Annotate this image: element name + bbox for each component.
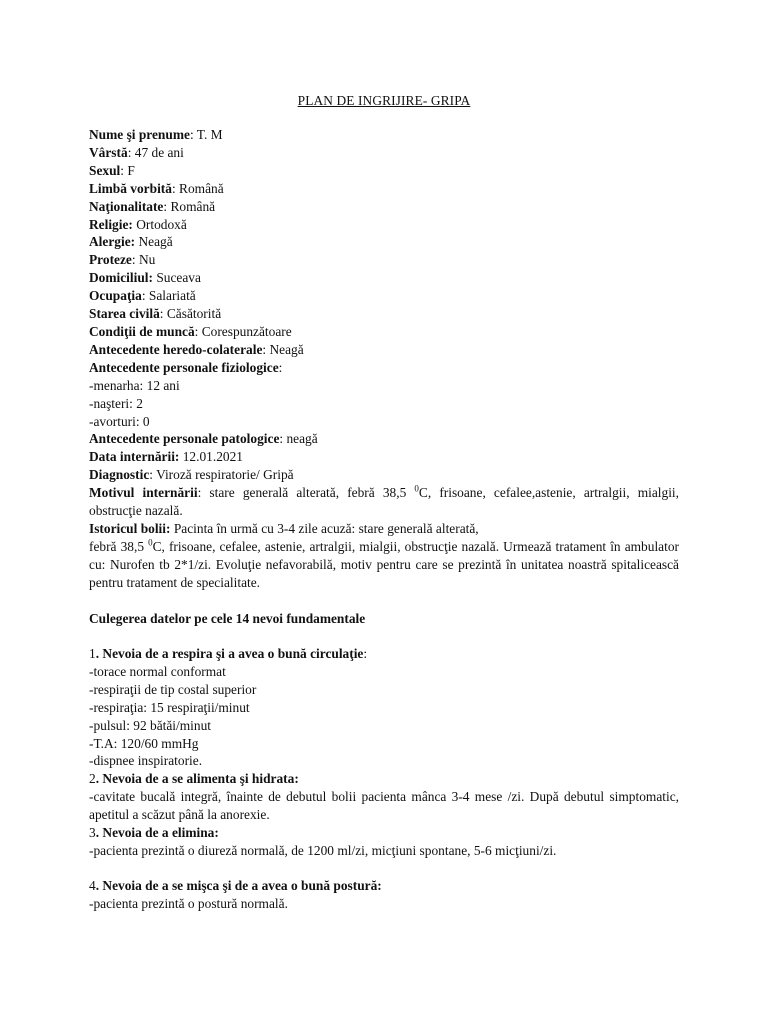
prosthesis-row xyxy=(89,251,679,269)
age-row xyxy=(89,144,679,162)
allergy-row xyxy=(89,233,679,251)
history-line1: Pacinta în urmă cu 3-4 zile acuză: stare generală alterată, xyxy=(170,520,479,536)
diagnosis-label: Diagnostic xyxy=(89,467,150,483)
history-label: Istoricul bolii: xyxy=(89,520,171,536)
need-number: 2 xyxy=(89,771,96,787)
occupation-value: : Salariată xyxy=(141,288,196,304)
admission-date-label: Data internării: xyxy=(89,449,180,465)
degree-superscript: 0 xyxy=(148,537,153,548)
history-line xyxy=(89,520,679,538)
civil-status-row xyxy=(89,305,679,323)
needs-heading xyxy=(89,610,679,628)
religion-row xyxy=(89,216,679,234)
need-2-text: -cavitate bucală integră, înainte de debutul bolii pacienta mânca 3-4 mese /zi. După debutul simptomatic, apetitul a scăzut până la anorexie. xyxy=(89,789,679,823)
history-line2-pre: febră 38,5 xyxy=(89,538,149,554)
hereditary-label: Antecedente heredo-colaterale xyxy=(89,341,263,357)
pathological-row xyxy=(89,430,679,448)
civil-status-value: : Căsătorită xyxy=(159,306,222,322)
religion-value: Ortodoxă xyxy=(132,216,187,232)
diagnosis-value: : Viroză respiratorie/ Gripă xyxy=(149,467,294,483)
need-4-title xyxy=(89,877,679,895)
religion-label: Religie: xyxy=(89,216,133,232)
needs-heading-text: Culegerea datelor pe cele 14 nevoi fundamentale xyxy=(89,611,366,626)
work-conditions-value: : Corespunzătoare xyxy=(194,323,292,339)
need-item: -pulsul: 92 bătăi/minut xyxy=(89,717,211,733)
nationality-value: : Română xyxy=(163,198,216,214)
need-label: . Nevoia de a respira şi a avea o bună circulaţie xyxy=(95,646,364,661)
need-1-title xyxy=(89,645,679,663)
need-4 xyxy=(89,877,679,913)
physiological-label: Antecedente personale fiziologice xyxy=(89,359,279,375)
need-suffix: : xyxy=(363,646,368,661)
need-number: 4 xyxy=(89,878,96,893)
age-value: : 47 de ani xyxy=(127,144,184,160)
reason-value-post: C, frisoane, cefalee,astenie, artralgii, mialgii, obstrucţie nazală. xyxy=(89,485,679,519)
reason-value-pre: : stare generală alterată, febră 38,5 xyxy=(197,485,415,501)
needs-heading-block xyxy=(89,610,679,628)
prosthesis-label: Proteze xyxy=(89,252,132,268)
pathological-label: Antecedente personale patologice xyxy=(89,431,280,447)
need-1 xyxy=(89,645,679,860)
reason-label: Motivul internării xyxy=(89,485,198,501)
name-value: : T. M xyxy=(189,127,223,142)
sex-row xyxy=(89,162,679,180)
need-item: -torace normal conformat xyxy=(89,663,226,679)
need-number: 3 xyxy=(89,825,96,841)
need-label: . Nevoia de a elimina: xyxy=(95,825,219,841)
physio-item: -naşteri: 2 xyxy=(89,395,143,411)
need-label: . Nevoia de a se alimenta şi hidrata: xyxy=(95,771,299,787)
diagnosis-row xyxy=(89,466,679,484)
need-item: -respiraţii de tip costal superior xyxy=(89,681,257,697)
nationality-label: Naţionalitate xyxy=(89,198,164,214)
admission-date-value: 12.01.2021 xyxy=(179,449,243,465)
physio-item: -menarha: 12 ani xyxy=(89,377,180,393)
need-3-title xyxy=(89,824,679,842)
sex-value: : F xyxy=(120,162,135,178)
occupation-label: Ocupaţia xyxy=(89,288,142,304)
need-3-text: -pacienta prezintă o diureză normală, de 1200 ml/zi, micţiuni spontane, 5-6 micţiuni/zi. xyxy=(89,842,557,858)
need-2-title xyxy=(89,770,679,788)
language-row xyxy=(89,180,679,198)
pathological-value: : neagă xyxy=(279,431,318,447)
hereditary-value: : Neagă xyxy=(262,341,304,357)
allergy-value: Neagă xyxy=(135,234,173,250)
domicile-value: Suceava xyxy=(152,270,201,286)
need-item: -dispnee inspiratorie. xyxy=(89,753,203,769)
name-row xyxy=(89,126,679,144)
hereditary-row xyxy=(89,341,679,359)
work-conditions-row xyxy=(89,323,679,341)
domicile-row xyxy=(89,269,679,287)
physiological-value: : xyxy=(278,359,283,375)
admission-date-row xyxy=(89,448,679,466)
name-label: Nume şi prenume xyxy=(89,127,190,142)
language-label: Limbă vorbită xyxy=(89,180,172,196)
need-4-text: -pacienta prezintă o postură normală. xyxy=(89,895,288,911)
page-title: PLAN DE INGRIJIRE- GRIPA xyxy=(297,93,471,108)
physio-item: -avorturi: 0 xyxy=(89,413,150,429)
physiological-row xyxy=(89,359,679,377)
need-label: . Nevoia de a se mişca şi de a avea o bună postură: xyxy=(95,878,382,893)
prosthesis-value: : Nu xyxy=(131,252,156,268)
need-item: -T.A: 120/60 mmHg xyxy=(89,735,199,751)
civil-status-label: Starea civilă xyxy=(89,306,160,322)
sex-label: Sexul xyxy=(89,162,121,178)
history-paragraph xyxy=(89,538,679,592)
need-number: 1 xyxy=(89,646,96,661)
occupation-row xyxy=(89,287,679,305)
language-value: : Română xyxy=(171,180,224,196)
allergy-label: Alergie: xyxy=(89,234,136,250)
history-line2-post: C, frisoane, cefalee, astenie, artralgii, mialgii, obstrucţie nazală. Urmează tratament în ambulator cu: Nurofen tb 2*1/zi. Evoluţie nefavorabilă, motiv pentru care se prezintă în unitatea noastră spitalicească pentru tratament de specialitate. xyxy=(89,538,679,590)
patient-info xyxy=(89,126,679,592)
work-conditions-label: Condiţii de muncă xyxy=(89,323,195,339)
reason-paragraph xyxy=(89,484,679,520)
nationality-row xyxy=(89,198,679,216)
age-label: Vârstă xyxy=(89,144,128,160)
need-item: -respiraţia: 15 respiraţii/minut xyxy=(89,699,250,715)
degree-superscript: 0 xyxy=(414,483,419,494)
domicile-label: Domiciliul: xyxy=(89,270,153,286)
